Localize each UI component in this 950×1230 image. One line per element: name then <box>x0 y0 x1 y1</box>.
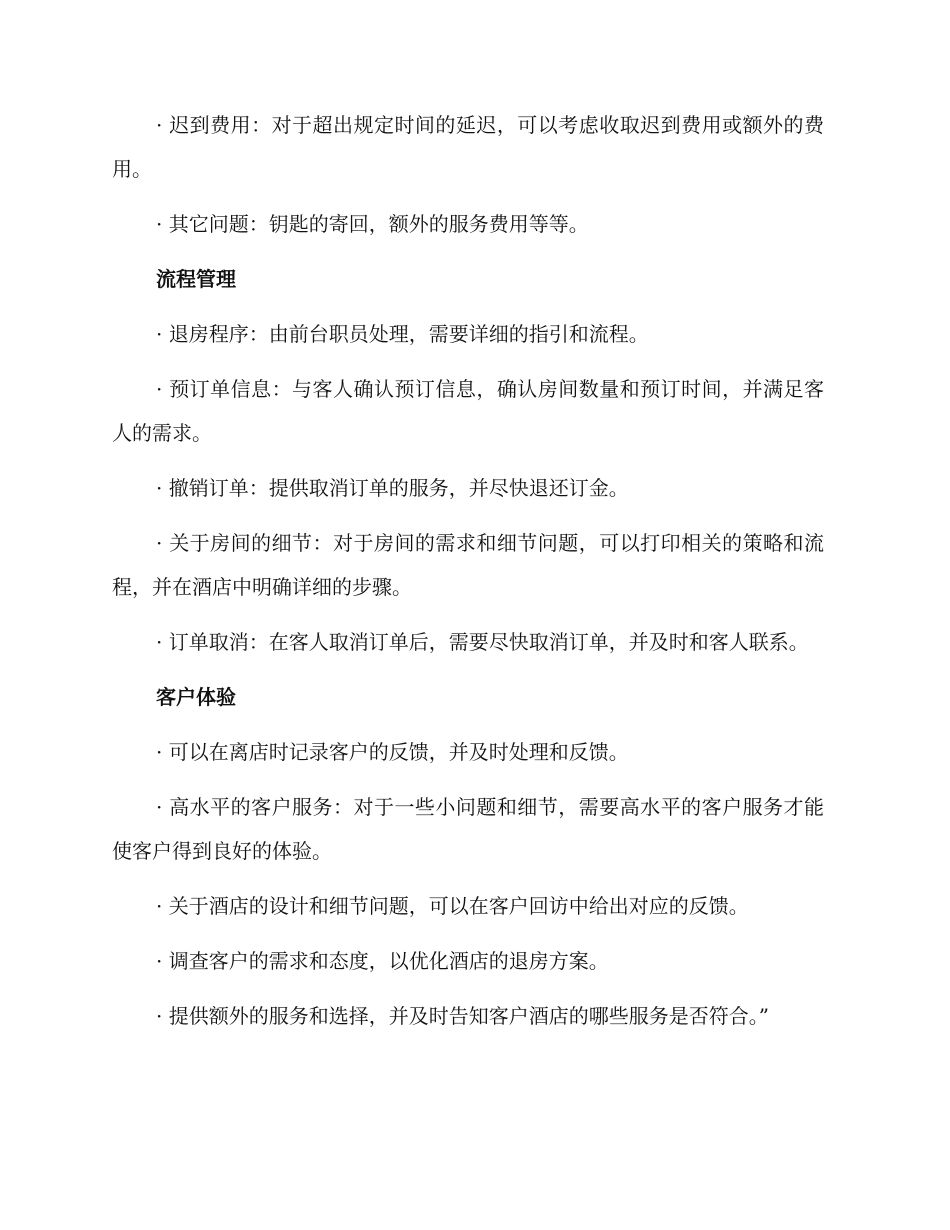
bullet-paragraph: · 关于酒店的设计和细节问题，可以在客户回访中给出对应的反馈。 <box>156 894 749 918</box>
bullet-paragraph: · 预订单信息：与客人确认预订信息，确认房间数量和预订时间，并满足客人的需求。 <box>112 377 824 445</box>
section-heading: 流程管理 <box>156 267 236 291</box>
bullet-paragraph: · 其它问题：钥匙的寄回，额外的服务费用等等。 <box>156 212 589 236</box>
document-page <box>112 103 824 1049</box>
bullet-paragraph: · 订单取消：在客人取消订单后，需要尽快取消订单，并及时和客人联系。 <box>156 630 809 654</box>
bullet-paragraph: · 迟到费用：对于超出规定时间的延迟，可以考虑收取迟到费用或额外的费用。 <box>112 113 824 181</box>
section-heading: 客户体验 <box>156 685 236 709</box>
bullet-paragraph: · 调查客户的需求和态度，以优化酒店的退房方案。 <box>156 949 609 973</box>
bullet-paragraph: · 提供额外的服务和选择，并及时告知客户酒店的哪些服务是否符合。” <box>156 1004 769 1028</box>
bullet-paragraph: · 退房程序：由前台职员处理，需要详细的指引和流程。 <box>156 322 649 346</box>
bullet-paragraph: · 关于房间的细节：对于房间的需求和细节问题，可以打印相关的策略和流程，并在酒店中明确详细的步骤。 <box>112 531 824 599</box>
bullet-paragraph: · 可以在离店时记录客户的反馈，并及时处理和反馈。 <box>156 740 629 764</box>
bullet-paragraph: · 撤销订单：提供取消订单的服务，并尽快退还订金。 <box>156 476 629 500</box>
bullet-paragraph: · 高水平的客户服务：对于一些小问题和细节，需要高水平的客户服务才能使客户得到良好的体验。 <box>112 795 824 863</box>
